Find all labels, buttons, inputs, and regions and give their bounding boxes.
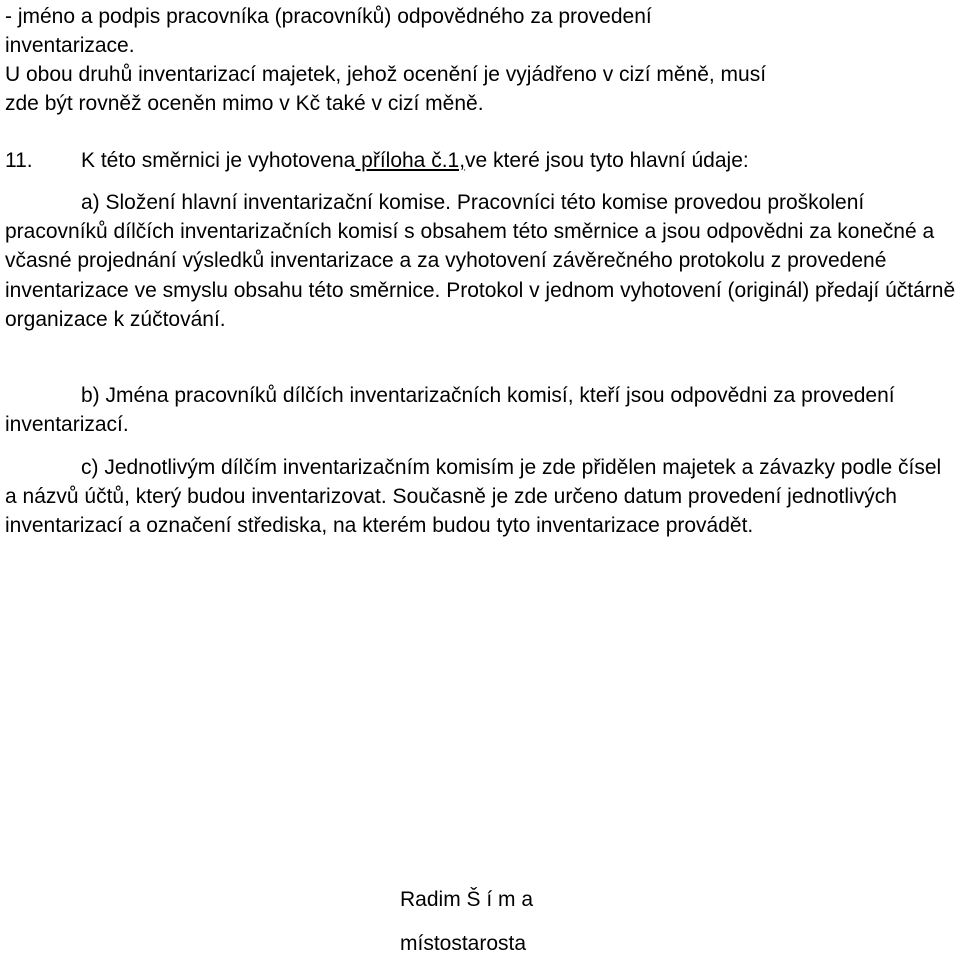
item-b-paragraph bbox=[5, 381, 957, 439]
intro-line-3: U obou druhů inventarizací majetek, jehož ocenění je vyjádřeno v cizí měně, musí bbox=[5, 63, 767, 86]
section-11-text: K této směrnici je vyhotovena bbox=[81, 149, 356, 172]
intro-line-2: inventarizace. bbox=[5, 34, 135, 57]
intro-line-4: zde být rovněž oceněn mimo v Kč také v cizí měně. bbox=[5, 92, 484, 115]
signature-name: Radim Š í m a bbox=[400, 888, 534, 911]
signature-title: místostarosta bbox=[400, 932, 527, 955]
item-a-text: a) Složení hlavní inventarizační komise. Pracovníci této komise provedou proškolení pracovníků dílčích inventarizačních komisí s obsahem této směrnice a jsou odpovědni za konečné a včasné projednání výsledků inventarizace a za vyhotovení závěrečného protokolu z provedené inventarizace ve smyslu obsahu této směrnice. Protokol v jednom vyhotovení (originál) předají účtárně organizace k zúčtování. bbox=[5, 191, 956, 331]
item-b-text: b) Jména pracovníků dílčích inventarizačních komisí, kteří jsou odpovědni za provedení inventarizací. bbox=[5, 384, 895, 437]
section-11-text-after: ve které jsou tyto hlavní údaje: bbox=[465, 149, 749, 172]
section-11 bbox=[5, 150, 749, 171]
intro-line-1: - jméno a podpis pracovníka (pracovníků) odpovědného za provedení bbox=[5, 5, 652, 28]
attachment-link[interactable]: příloha č.1, bbox=[355, 149, 466, 172]
item-c-paragraph bbox=[5, 453, 957, 541]
item-a-paragraph bbox=[5, 188, 957, 334]
section-11-number: 11. bbox=[5, 149, 33, 172]
item-c-text: c) Jednotlivým dílčím inventarizačním komisím je zde přidělen majetek a závazky podle čísel a názvů účtů, který budou inventarizovat. Současně je zde určeno datum provedení jednotlivých inventarizací a označení střediska, na kterém budou tyto inventarizace provádět. bbox=[5, 456, 942, 538]
